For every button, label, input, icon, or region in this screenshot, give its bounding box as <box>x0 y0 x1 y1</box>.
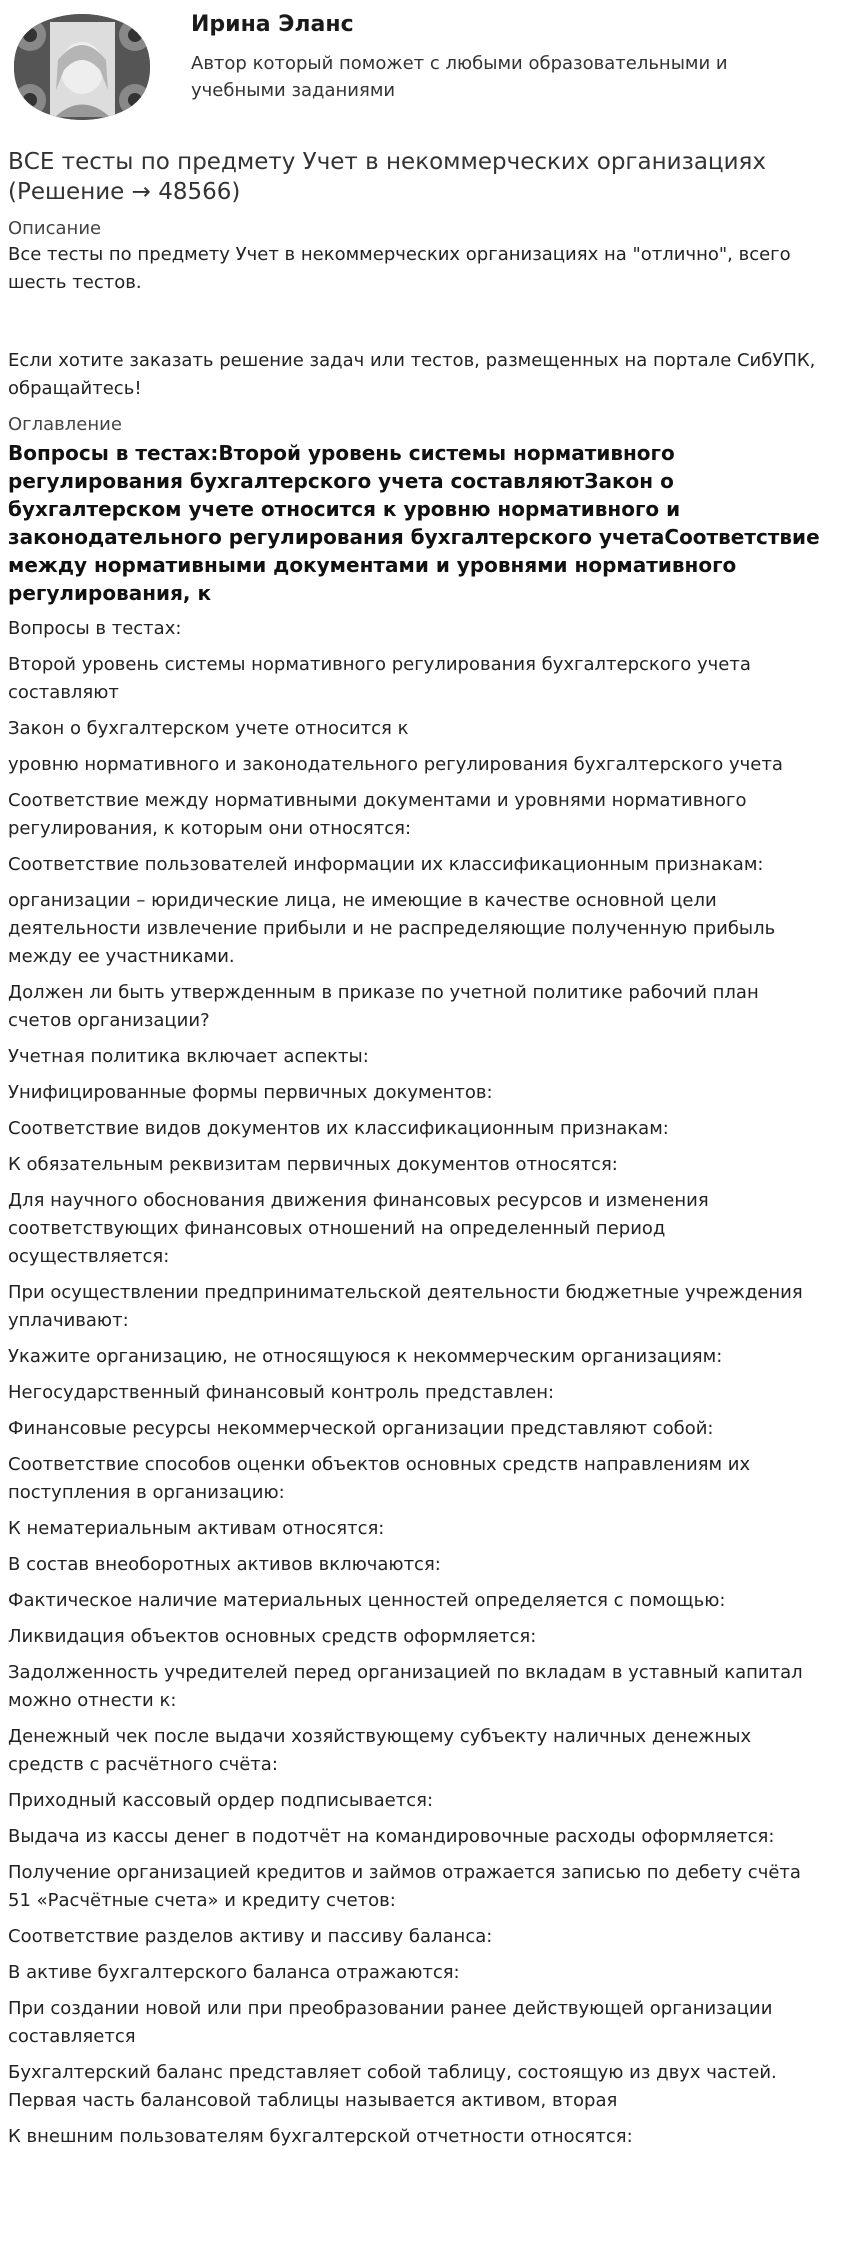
toc-item: Получение организацией кредитов и займов отражается записью по дебету счёта 51 «Расчётные счета» и кредиту счетов: <box>8 1862 801 1911</box>
toc-item: Укажите организацию, не относящуюся к некоммерческим организациям: <box>8 1346 723 1367</box>
toc-item: Унифицированные формы первичных документов: <box>8 1082 493 1103</box>
toc-item: К внешним пользователям бухгалтерской отчетности относятся: <box>8 2126 633 2147</box>
toc-item: При создании новой или при преобразовании ранее действующей организации составляется <box>8 1998 773 2047</box>
toc-item: Негосударственный финансовый контроль представлен: <box>8 1382 555 1403</box>
toc-item: Соответствие способов оценки объектов основных средств направлениям их поступления в организацию: <box>8 1454 751 1503</box>
toc-item: Выдача из кассы денег в подотчёт на командировочные расходы оформляется: <box>8 1826 775 1847</box>
page-title: ВСЕ тесты по предмету Учет в некоммерческих организациях (Решение → 48566) <box>8 149 766 205</box>
toc-item: При осуществлении предпринимательской деятельности бюджетные учреждения уплачивают: <box>8 1282 803 1331</box>
toc-item: Задолженность учредителей перед организацией по вкладам в уставный капитал можно отнести к: <box>8 1662 803 1711</box>
order-note: Если хотите заказать решение задач или тестов, размещенных на портале СибУПК, обращайтесь! <box>8 350 816 399</box>
toc-list <box>8 615 828 2151</box>
toc-item: Соответствие разделов активу и пассиву баланса: <box>8 1926 493 1947</box>
toc-item: Соответствие между нормативными документами и уровнями нормативного регулирования, к которым они относятся: <box>8 790 747 839</box>
toc-item: уровню нормативного и законодательного регулирования бухгалтерского учета <box>8 754 783 775</box>
toc-item: Денежный чек после выдачи хозяйствующему субъекту наличных денежных средств с расчётного счёта: <box>8 1726 752 1775</box>
toc-item: Соответствие пользователей информации их классификационным признакам: <box>8 854 764 875</box>
toc-item: Должен ли быть утвержденным в приказе по учетной политике рабочий план счетов организации? <box>8 982 759 1031</box>
description-text: Все тесты по предмету Учет в некоммерческих организациях на "отлично", всего шесть тестов. <box>8 244 791 293</box>
toc-item: Бухгалтерский баланс представляет собой таблицу, состоящую из двух частей. Первая часть балансовой таблицы называется активом, вторая <box>8 2062 777 2111</box>
toc-item: Второй уровень системы нормативного регулирования бухгалтерского учета составляют <box>8 654 751 703</box>
toc-item: В состав внеоборотных активов включаются: <box>8 1554 441 1575</box>
toc-item: организации – юридические лица, не имеющие в качестве основной цели деятельности извлечение прибыли и не распределяющие полученную прибыль между ее участниками. <box>8 890 776 967</box>
toc-item: В активе бухгалтерского баланса отражаются: <box>8 1962 460 1983</box>
toc-item: Фактическое наличие материальных ценностей определяется с помощью: <box>8 1590 726 1611</box>
toc-item: Финансовые ресурсы некоммерческой организации представляют собой: <box>8 1418 714 1439</box>
toc-item: К обязательным реквизитам первичных документов относятся: <box>8 1154 618 1175</box>
toc-item: Учетная политика включает аспекты: <box>8 1046 369 1067</box>
author-card <box>8 0 828 135</box>
toc-item: Для научного обоснования движения финансовых ресурсов и изменения соответствующих финансовых отношений на определенный период осуществляется: <box>8 1190 709 1267</box>
author-description: Автор который поможет с любыми образовательными и учебными заданиями <box>191 53 728 101</box>
description-label: Описание <box>8 218 102 239</box>
toc-item: К нематериальным активам относятся: <box>8 1518 385 1539</box>
toc-item: Вопросы в тестах: <box>8 618 182 639</box>
author-name[interactable]: Ирина Эланс <box>191 12 354 37</box>
toc-item: Ликвидация объектов основных средств оформляется: <box>8 1626 537 1647</box>
toc-heading: Вопросы в тестах:Второй уровень системы нормативного регулирования бухгалтерского учета составляютЗакон о бухгалтерском учете относится к уровню нормативного и законодательного регулирования бухгалтерского учетаСоответствие между нормативными документами и уровнями нормативного регулирования, к <box>8 441 820 605</box>
toc-item: Закон о бухгалтерском учете относится к <box>8 718 409 739</box>
toc-item: Приходный кассовый ордер подписывается: <box>8 1790 434 1811</box>
toc-item: Соответствие видов документов их классификационным признакам: <box>8 1118 669 1139</box>
author-avatar <box>10 10 155 125</box>
toc-label: Оглавление <box>8 414 122 435</box>
